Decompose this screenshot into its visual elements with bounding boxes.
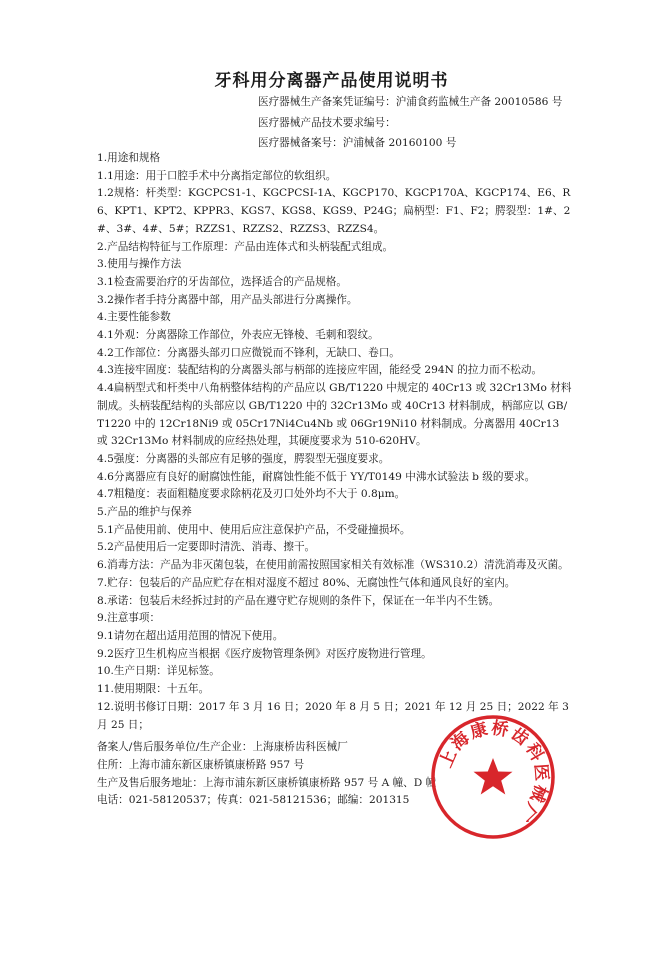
section-item: 7.贮存：包装后的产品应贮存在相对湿度不超过 80%、无腐蚀性气体和通风良好的室内。 <box>97 576 516 589</box>
device-record-number: 医疗器械备案号：沪浦械备 20160100 号 <box>258 137 457 149</box>
section-item: 4.5强度：分离器的头部应有足够的强度，腭裂型无强度要求。 <box>97 452 390 465</box>
section-item: 4.3连接牢固度：装配结构的分离器头部与柄部的连接应牢固，能经受 294N 的拉力而不松动。 <box>97 364 543 377</box>
section-item: 4.4扁柄型式和杆类中八角柄整体结构的产品应以 GB/T1220 中规定的 40Cr13 或 32Cr13Mo 材料制成。头柄装配结构的头部应以 GB/T1220 中的 32Cr13Mo 或 40Cr13 材料制成，柄部应以 GB/T1220 中的 12Cr18Ni9 或 05Cr17Ni4Cu4Nb 或 06Gr19Ni10 材料制成。分离器用 40Cr13 或 32Cr13Mo 材料制成的应经热处理，其硬度要求为 510-620HV。 <box>97 382 572 448</box>
technical-requirement-number: 医疗器械产品技术要求编号： <box>258 117 396 129</box>
section-item: 5.2产品使用后一定要即时清洗、消毒、擦干。 <box>97 541 316 554</box>
star-icon <box>474 758 513 795</box>
section-item: 4.2工作部位：分离器头部刃口应微锐而不锋利，无缺口、卷口。 <box>97 346 400 359</box>
section-heading: 1.用途和规格 <box>97 152 161 164</box>
section-item: 3.2操作者手持分离器中部，用产品头部进行分离操作。 <box>97 293 358 306</box>
section-item: 10.生产日期：详见标签。 <box>97 665 220 678</box>
section-item: 4.6分离器应有良好的耐腐蚀性能，耐腐蚀性能不低于 YY/T0149 中沸水试验法 b 级的要求。 <box>97 470 536 483</box>
section-item: 1.1用途：用于口腔手术中分离指定部位的软组织。 <box>97 169 337 182</box>
section-item: 9.2医疗卫生机构应当根据《医疗废物管理条例》对医疗废物进行管理。 <box>97 647 432 660</box>
section-heading: 3.使用与操作方法 <box>97 258 182 271</box>
section-item: 2.产品结构特征与工作原理：产品由连体式和头柄装配式组成。 <box>97 240 394 253</box>
section-heading: 9.注意事项： <box>97 612 161 625</box>
section-heading: 4.主要性能参数 <box>97 311 171 324</box>
production-record-number: 医疗器械生产备案凭证编号：沪浦食药监械生产备 20010586 号 <box>258 96 563 108</box>
seal-text: 上海康桥齿科医械厂 <box>436 718 552 826</box>
manufacturer-name: 备案人/售后服务单位/生产企业：上海康桥齿科医械厂 <box>97 741 348 753</box>
section-heading: 5.产品的维护与保养 <box>97 506 192 519</box>
contact-info: 电话：021-58120537；传真：021-58121536；邮编：201315 <box>97 794 410 807</box>
section-item: 6.消毒方法：产品为非灭菌包装，在使用前需按照国家相关有效标准（WS310.2）清洗消毒及灭菌。 <box>97 559 569 572</box>
manufacturer-address: 住所：上海市浦东新区康桥镇康桥路 957 号 <box>97 758 305 771</box>
section-item: 9.1请勿在超出适用范围的情况下使用。 <box>97 629 284 642</box>
section-item: 4.1外观：分离器除工作部位，外表应无锋棱、毛刺和裂纹。 <box>97 329 379 342</box>
section-item: 11.使用期限：十五年。 <box>97 683 210 696</box>
instructions-body <box>97 150 573 734</box>
section-item: 8.承诺：包装后未经拆过封的产品在遵守贮存规则的条件下，保证在一年半内不生锈。 <box>97 594 500 607</box>
section-item: 3.1检查需要治疗的牙齿部位，选择适合的产品规格。 <box>97 275 347 288</box>
section-item: 4.7粗糙度：表面粗糙度要求除柄花及刃口处外均不大于 0.8μm。 <box>97 488 406 501</box>
section-item: 1.2规格：杆类型：KGCPCS1-1、KGCPCSI-1A、KGCP170、KGCP170A、KGCP174、E6、R6、KPT1、KPT2、KPPR3、KGS7、KGS8、KGS9、P24G；扁柄型：F1、F2；腭裂型：1#、2#、3#、4#、5#；RZZS1、RZZS2、RZZS3、RZZS4。 <box>97 187 571 235</box>
document-title: 牙科用分离器产品使用说明书 <box>214 71 449 91</box>
company-seal <box>428 712 558 842</box>
section-item: 5.1产品使用前、使用中、使用后应注意保护产品，不受碰撞损坏。 <box>97 523 411 536</box>
service-address: 生产及售后服务地址：上海市浦东新区康桥镇康桥路 957 号 A 幢、D 幢 <box>97 776 437 789</box>
section-item: 12.说明书修订日期：2017 年 3 月 16 日；2020 年 8 月 5 日；2021 年 12 月 25 日；2022 年 3 月 25 日； <box>97 700 569 731</box>
